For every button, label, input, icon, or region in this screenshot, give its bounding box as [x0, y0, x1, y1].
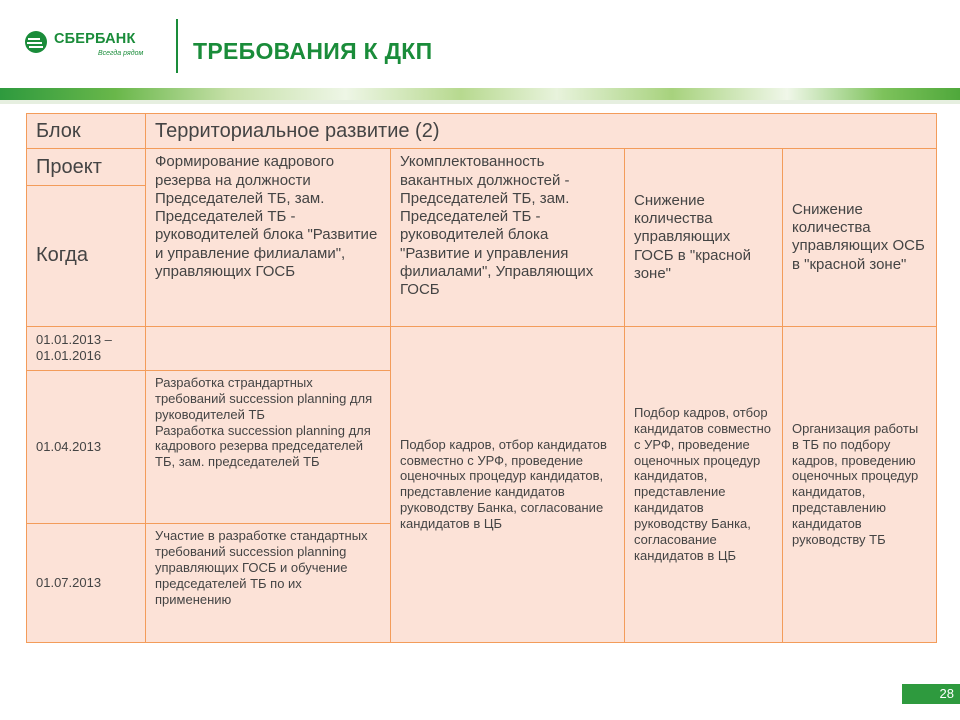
project-4: Снижение количества управляющих ОСБ в "красной зоне"	[783, 149, 937, 326]
project-1: Формирование кадрового резерва на должности Председателей ТБ, зам. Председателей ТБ - руководителей блока "Развитие и управление филиалами", управляющих ГОСБ	[146, 149, 391, 326]
project-label: Проект	[27, 149, 146, 185]
date-row-3: 01.07.2013	[27, 524, 146, 643]
block-value: Территориальное развитие (2)	[146, 114, 937, 149]
row-2-col1: Разработка страндартных требований succession planning для руководителей ТБ Разработка succession planning для кадрового резерва председателей ТБ, зам. председателей ТБ	[146, 370, 391, 523]
project-3: Снижение количества управляющих ГОСБ в "красной зоне"	[625, 149, 783, 326]
merged-col2: Подбор кадров, отбор кандидатов совместно с УРФ, проведение оценочных процедур кандидатов, представление кандидатов руководству Банка, согласование кандидатов в ЦБ	[391, 326, 625, 642]
requirements-table	[26, 113, 937, 643]
project-2: Укомплектованность вакантных должностей - Председателей ТБ, зам. Председателей ТБ - руководителей блока "Развитие и управления филиалами", Управляющих ГОСБ	[391, 149, 625, 326]
date-row-2: 01.04.2013	[27, 370, 146, 523]
decorative-band	[0, 88, 960, 100]
header-divider	[176, 19, 178, 73]
sberbank-logo	[24, 28, 154, 68]
page-number: 28	[902, 684, 960, 704]
row-1-col1	[146, 326, 391, 370]
page-title: ТРЕБОВАНИЯ К ДКП	[193, 38, 433, 64]
row-3-col1: Участие в разработке стандартных требований succession planning управляющих ГОСБ и обучение председателей ТБ по их применению	[146, 524, 391, 643]
sberbank-logo-icon	[24, 30, 50, 54]
merged-col3: Подбор кадров, отбор кандидатов совместно с УРФ, проведение оценочных процедур кандидатов, представление кандидатов руководству Банка, согласование кандидатов в ЦБ	[625, 326, 783, 642]
merged-col4: Организация работы в ТБ по подбору кадров, проведению оценочных процедур кандидатов, представлению кандидатов руководству ТБ	[783, 326, 937, 642]
when-label: Когда	[27, 185, 146, 326]
block-label: Блок	[27, 114, 146, 149]
brand-slogan: Всегда рядом	[98, 50, 144, 57]
decorative-band-light	[0, 100, 960, 104]
date-row-1: 01.01.2013 – 01.01.2016	[27, 326, 146, 370]
brand-name: СБЕРБАНК	[54, 31, 136, 47]
